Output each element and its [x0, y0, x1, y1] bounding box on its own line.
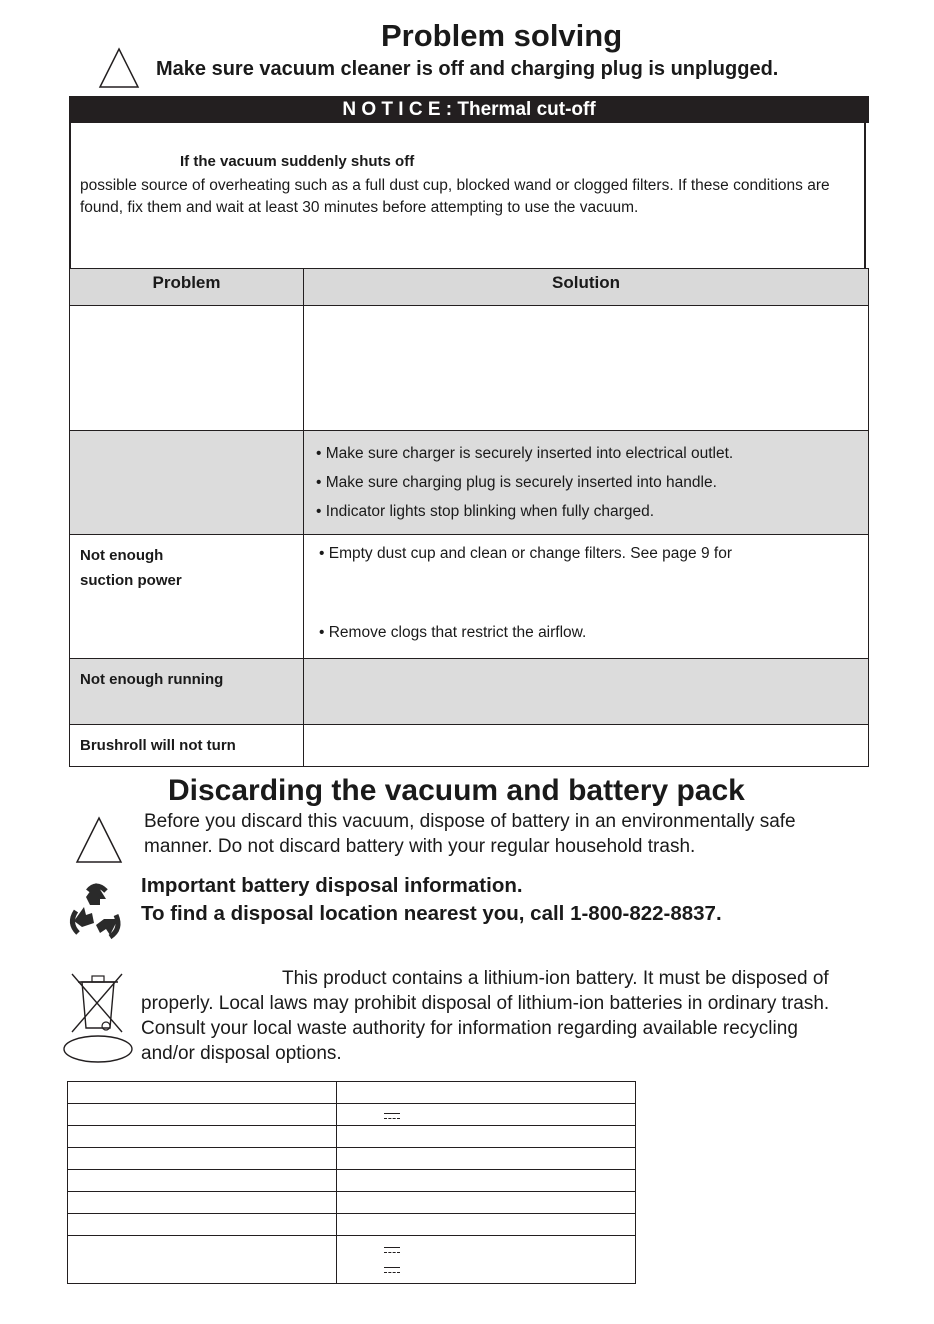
direct-current-symbol-icon	[384, 1267, 400, 1273]
table-row	[68, 1148, 636, 1170]
disposal-info-line-2: To find a disposal location nearest you, call 1-800-822-8837.	[141, 902, 722, 925]
problem-cell: Not enough running	[70, 659, 304, 725]
table-row	[68, 1192, 636, 1214]
table-row	[70, 535, 869, 659]
problem-line: suction power	[80, 572, 182, 589]
table-header-row	[70, 269, 869, 306]
disposal-warning: Before you discard this vacuum, dispose of battery in an environmentally safe manner. Do not discard battery with your regular household trash.	[144, 811, 796, 857]
solution-cell	[304, 659, 869, 725]
problem-cell	[70, 306, 304, 431]
solution-bullet: • Remove clogs that restrict the airflow.	[319, 624, 587, 641]
solution-cell	[304, 306, 869, 431]
safety-warning: Make sure vacuum cleaner is off and charging plug is unplugged.	[156, 58, 779, 80]
solution-cell	[304, 535, 869, 659]
troubleshooting-table	[69, 268, 869, 767]
table-row	[68, 1236, 636, 1284]
table-row	[68, 1104, 636, 1126]
solution-cell	[304, 431, 869, 535]
direct-current-symbol-icon	[384, 1113, 400, 1119]
solution-column-header: Solution	[304, 269, 869, 306]
solution-cell	[304, 725, 869, 767]
notice-banner: N O T I C E : Thermal cut-off	[69, 96, 869, 123]
disposal-title: Discarding the vacuum and battery pack	[168, 774, 745, 807]
notice-body: possible source of overheating such as a full dust cup, blocked wand or clogged filters. If these conditions are found, fix them and wait at least 30 minutes before attempting to use the vacuum.	[80, 177, 830, 216]
page-title: Problem solving	[381, 18, 623, 53]
solution-bullet: • Make sure charging plug is securely inserted into handle.	[316, 474, 717, 491]
solution-bullet: • Empty dust cup and clean or change filters. See page 9 for	[319, 545, 732, 562]
crossed-out-bin-icon	[62, 970, 134, 1071]
recycle-icon	[60, 875, 132, 952]
table-row	[68, 1126, 636, 1148]
solution-bullet: • Make sure charger is securely inserted into electrical outlet.	[316, 445, 734, 462]
table-row	[70, 659, 869, 725]
problem-cell	[70, 431, 304, 535]
table-row	[68, 1170, 636, 1192]
problem-line: Not enough	[80, 547, 164, 564]
direct-current-symbol-icon	[384, 1247, 400, 1253]
problem-column-header: Problem	[70, 269, 304, 306]
table-row	[68, 1214, 636, 1236]
notice-heading: If the vacuum suddenly shuts off	[180, 153, 415, 170]
table-row	[70, 306, 869, 431]
disposal-info-line-1: Important battery disposal information.	[141, 874, 523, 897]
problem-cell: Brushroll will not turn	[70, 725, 304, 767]
table-row	[68, 1082, 636, 1104]
table-row	[70, 725, 869, 767]
problem-cell	[70, 535, 304, 659]
solution-bullet: • Indicator lights stop blinking when fully charged.	[316, 503, 655, 520]
specifications-table	[67, 1081, 636, 1284]
warning-triangle-icon	[97, 46, 141, 90]
table-row	[70, 431, 869, 535]
lithium-ion-notice: This product contains a lithium-ion battery. It must be disposed of properly. Local laws may prohibit disposal of lithium-ion batteries in ordinary trash. Consult your local waste authority for information regarding available recycling and/or disposal options.	[141, 968, 830, 1064]
warning-triangle-icon	[74, 815, 124, 865]
